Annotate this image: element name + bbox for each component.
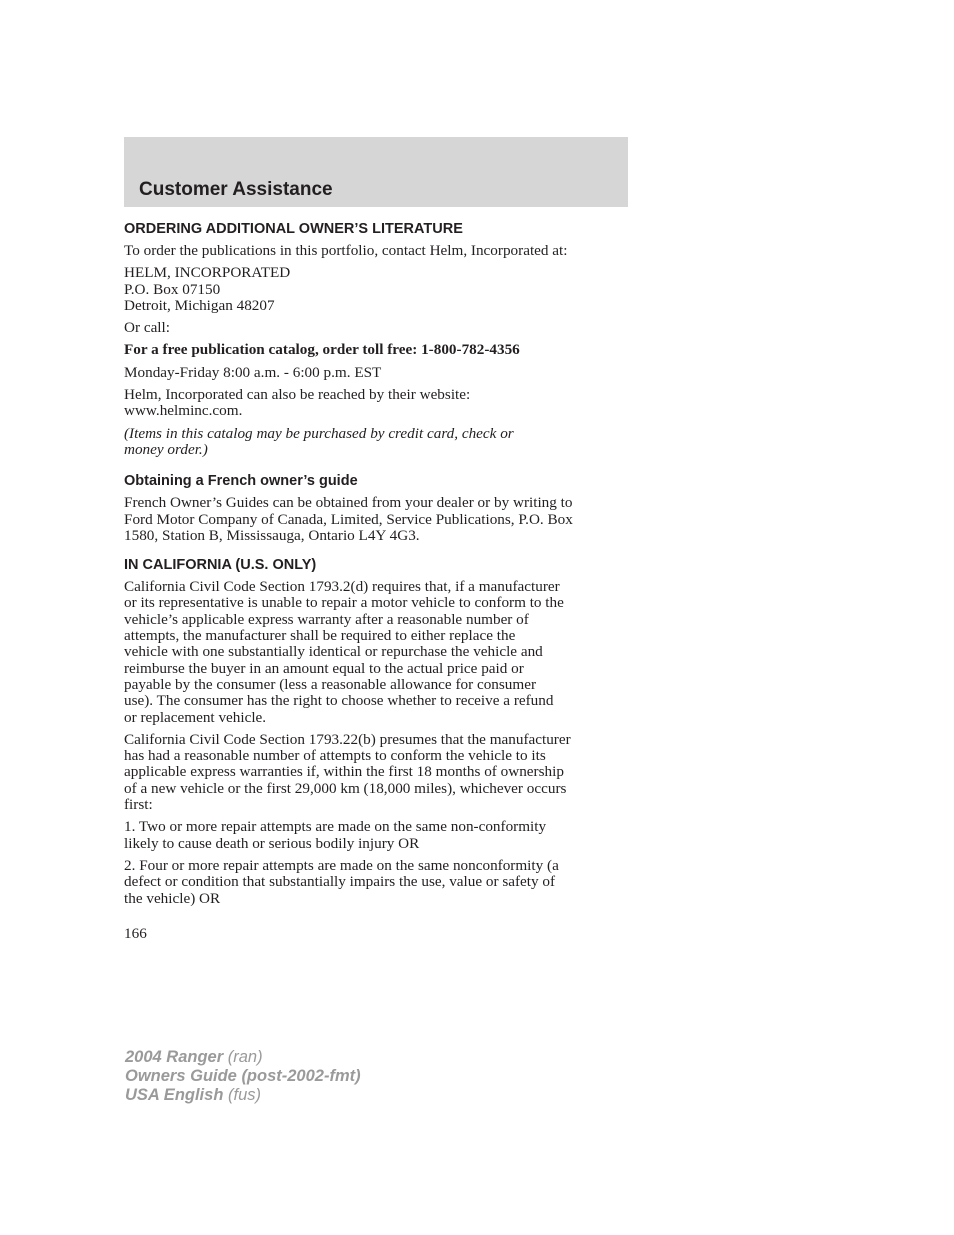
page-number: 166 [124,925,147,942]
payment-note [124,426,634,459]
ordering-intro: To order the publications in this portfolio, contact Helm, Incorporated at: [124,242,568,259]
document-footer [125,1048,361,1105]
paragraph-line: applicable express warranties if, within the first 18 months of ownership [124,763,564,781]
list-item-2 [124,858,634,907]
or-call-text: Or call: [124,319,170,337]
california-paragraph-1 [124,579,634,726]
california-heading: IN CALIFORNIA (U.S. ONLY) [124,557,317,574]
french-guide-heading: Obtaining a French owner’s guide [124,473,358,490]
list-item-line: likely to cause death or serious bodily injury OR [124,834,420,852]
paragraph-line: California Civil Code Section 1793.22(b) presumes that the manufacturer [124,730,571,748]
paragraph-line: payable by the consumer (less a reasonable allowance for consumer [124,675,537,693]
french-line: 1580, Station B, Mississauga, Ontario L4Y 4G3. [124,526,420,544]
paragraph-line: vehicle’s applicable express warranty after a reasonable number of [124,610,529,628]
section-banner [124,137,628,207]
list-item-line: the vehicle) OR [124,889,221,907]
list-item-line: 1. Two or more repair attempts are made on the same non-conformity [124,818,547,836]
footer-line-model [125,1048,361,1067]
payment-note-line: money order.) [124,440,208,458]
paragraph-line: use). The consumer has the right to choose whether to receive a refund [124,692,554,710]
paragraph-line: first: [124,796,153,814]
paragraph-line: attempts, the manufacturer shall be required to either replace the [124,627,516,645]
business-hours: Monday-Friday 8:00 a.m. - 6:00 p.m. EST [124,363,382,381]
website-line: www.helminc.com. [124,402,243,420]
french-guide-text [124,495,634,544]
paragraph-line: has had a reasonable number of attempts to conform the vehicle to its [124,747,546,765]
toll-free-number: For a free publication catalog, order toll free: 1-800-782-4356 [124,341,520,359]
footer-model: 2004 Ranger [125,1048,224,1066]
paragraph-line: California Civil Code Section 1793.2(d) requires that, if a manufacturer [124,578,560,596]
footer-language: USA English [125,1086,224,1104]
paragraph-line: or its representative is unable to repair a motor vehicle to conform to the [124,594,564,612]
ordering-heading: ORDERING ADDITIONAL OWNER’S LITERATURE [124,221,463,237]
payment-note-line: (Items in this catalog may be purchased by credit card, check or [124,424,514,442]
address-line: Detroit, Michigan 48207 [124,296,275,314]
footer-guide: Owners Guide (post-2002-fmt) [125,1067,361,1085]
california-paragraph-2 [124,732,634,813]
address-line: HELM, INCORPORATED [124,264,291,282]
footer-line-language [125,1086,361,1105]
paragraph-line: vehicle with one substantially identical or repurchase the vehicle and [124,643,543,661]
footer-model-code: (ran) [227,1048,263,1066]
list-item-1 [124,819,634,852]
paragraph-line: reimburse the buyer in an amount equal to the actual price paid or [124,659,524,677]
page-content [124,220,634,913]
list-item-line: 2. Four or more repair attempts are made on the same nonconformity (a [124,856,559,874]
footer-language-code: (fus) [228,1086,261,1104]
french-line: Ford Motor Company of Canada, Limited, Service Publications, P.O. Box [124,510,573,528]
footer-line-guide [125,1067,361,1086]
website-info [124,387,634,420]
section-title: Customer Assistance [139,179,333,200]
helm-address [124,265,634,314]
paragraph-line: or replacement vehicle. [124,708,267,726]
list-item-line: defect or condition that substantially impairs the use, value or safety of [124,873,556,891]
address-line: P.O. Box 07150 [124,280,221,298]
paragraph-line: of a new vehicle or the first 29,000 km (18,000 miles), whichever occurs [124,779,567,797]
website-line: Helm, Incorporated can also be reached by their website: [124,386,471,404]
french-line: French Owner’s Guides can be obtained from your dealer or by writing to [124,494,573,512]
